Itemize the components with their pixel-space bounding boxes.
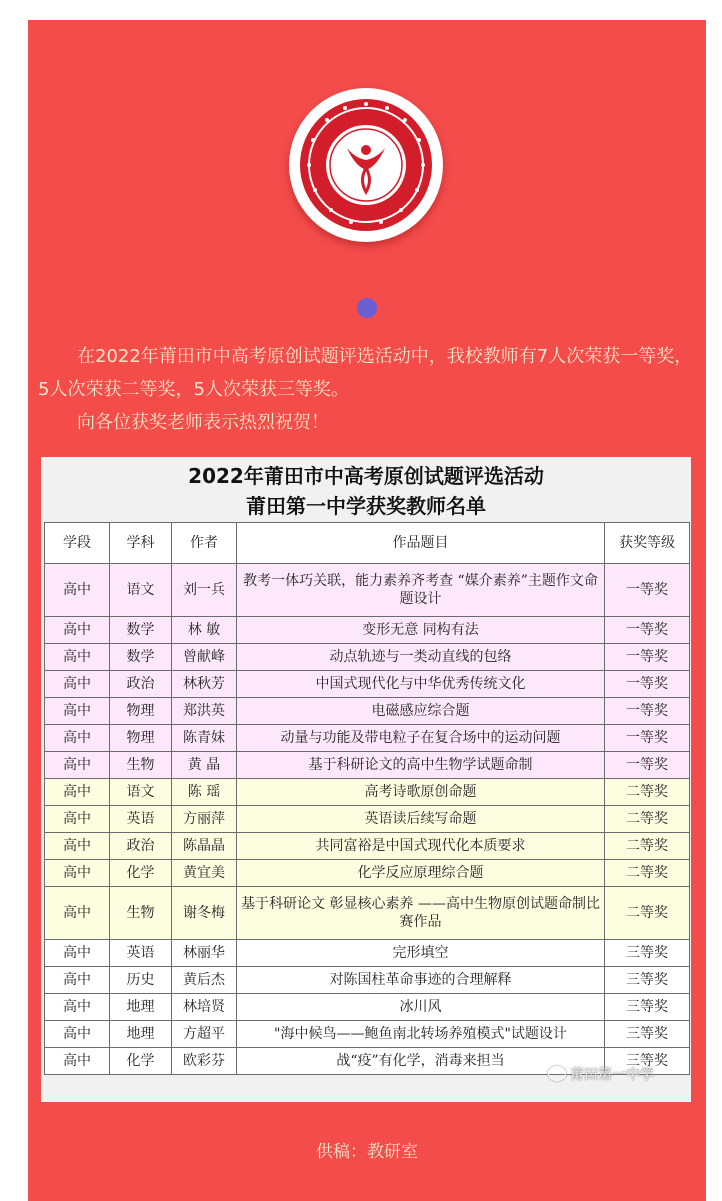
cell-author: 谢冬梅: [172, 887, 237, 940]
cell-subject: 数学: [110, 644, 172, 671]
award-table-body: [45, 564, 690, 1075]
cell-stage: 高中: [45, 564, 110, 617]
cell-author: 林丽华: [172, 940, 237, 967]
cell-award: 二等奖: [605, 779, 690, 806]
cell-stage: 高中: [45, 725, 110, 752]
cell-stage: 高中: [45, 994, 110, 1021]
cell-subject: 数学: [110, 617, 172, 644]
header-stage: 学段: [45, 523, 110, 564]
table-row: [45, 940, 690, 967]
cell-work: 动量与功能及带电粒子在复合场中的运动问题: [237, 725, 605, 752]
cell-author: 黄 晶: [172, 752, 237, 779]
cell-stage: 高中: [45, 940, 110, 967]
cell-work: 完形填空: [237, 940, 605, 967]
cell-award: 一等奖: [605, 725, 690, 752]
cell-stage: 高中: [45, 1021, 110, 1048]
cell-work: 英语读后续写命题: [237, 806, 605, 833]
cell-stage: 高中: [45, 887, 110, 940]
cell-stage: 高中: [45, 644, 110, 671]
cell-subject: 地理: [110, 1021, 172, 1048]
cell-author: 方丽萍: [172, 806, 237, 833]
cell-stage: 高中: [45, 698, 110, 725]
cell-work: 动点轨迹与一类动直线的包络: [237, 644, 605, 671]
table-row: [45, 564, 690, 617]
sheet-title-line-2: 莆田第一中学获奖教师名单: [246, 494, 486, 518]
cell-award: 一等奖: [605, 564, 690, 617]
cell-subject: 政治: [110, 833, 172, 860]
cell-work: 基于科研论文的高中生物学试题命制: [237, 752, 605, 779]
header-work: 作品题目: [237, 523, 605, 564]
table-row: [45, 806, 690, 833]
cell-work: 冰川风: [237, 994, 605, 1021]
cell-subject: 英语: [110, 940, 172, 967]
cell-subject: 物理: [110, 725, 172, 752]
cell-work: 化学反应原理综合题: [237, 860, 605, 887]
cell-stage: 高中: [45, 860, 110, 887]
cell-author: 刘一兵: [172, 564, 237, 617]
seal-emblem-icon: [289, 88, 443, 242]
cell-subject: 生物: [110, 887, 172, 940]
intro-paragraph-2: 向各位获奖老师表示热烈祝贺！: [77, 412, 329, 433]
cell-work: 变形无意 同构有法: [237, 617, 605, 644]
cell-author: 郑洪英: [172, 698, 237, 725]
intro-paragraph-1: 在2022年莆田市中高考原创试题评选活动中，我校教师有7人次荣获一等奖，5人次荣获二等奖，5人次荣获三等奖。: [38, 346, 693, 400]
cell-award: 二等奖: [605, 887, 690, 940]
table-row: [45, 725, 690, 752]
table-row: [45, 698, 690, 725]
table-row: [45, 994, 690, 1021]
cell-award: 一等奖: [605, 698, 690, 725]
cell-subject: 化学: [110, 1048, 172, 1075]
award-sheet: [41, 457, 691, 1102]
divider-dot: [357, 298, 377, 318]
footer-credit: 供稿：教研室: [316, 1142, 418, 1162]
cell-award: 一等奖: [605, 644, 690, 671]
cell-work: 对陈国柱革命事迹的合理解释: [237, 967, 605, 994]
wechat-watermark: [548, 1064, 654, 1084]
sheet-title-line-1: 2022年莆田市中高考原创试题评选活动: [188, 464, 544, 488]
cell-subject: 化学: [110, 860, 172, 887]
header-award: 获奖等级: [605, 523, 690, 564]
table-row: [45, 644, 690, 671]
wechat-icon: [548, 1066, 566, 1081]
cell-award: 三等奖: [605, 967, 690, 994]
cell-subject: 语文: [110, 564, 172, 617]
cell-award: 一等奖: [605, 752, 690, 779]
table-row: [45, 779, 690, 806]
table-row: [45, 752, 690, 779]
table-row: [45, 671, 690, 698]
cell-award: 二等奖: [605, 833, 690, 860]
cell-author: 陈晶晶: [172, 833, 237, 860]
cell-stage: 高中: [45, 752, 110, 779]
header-subject: 学科: [110, 523, 172, 564]
table-row: [45, 860, 690, 887]
cell-award: 三等奖: [605, 1048, 690, 1075]
cell-subject: 物理: [110, 698, 172, 725]
table-row: [45, 617, 690, 644]
table-row: [45, 833, 690, 860]
cell-stage: 高中: [45, 806, 110, 833]
cell-subject: 语文: [110, 779, 172, 806]
cell-author: 林培贤: [172, 994, 237, 1021]
cell-work: 电磁感应综合题: [237, 698, 605, 725]
cell-award: 三等奖: [605, 1021, 690, 1048]
intro-text: [38, 340, 698, 439]
cell-stage: 高中: [45, 1048, 110, 1075]
cell-author: 林 敏: [172, 617, 237, 644]
table-row: [45, 887, 690, 940]
school-seal-logo: [289, 88, 443, 242]
cell-stage: 高中: [45, 967, 110, 994]
cell-subject: 英语: [110, 806, 172, 833]
header-author: 作者: [172, 523, 237, 564]
cell-award: 一等奖: [605, 617, 690, 644]
table-row: [45, 1021, 690, 1048]
cell-work: "海中候鸟——鲍鱼南北转场养殖模式"试题设计: [237, 1021, 605, 1048]
cell-award: 三等奖: [605, 940, 690, 967]
cell-work: 战“疫”有化学，消毒来担当: [237, 1048, 605, 1075]
cell-author: 黄宜美: [172, 860, 237, 887]
cell-stage: 高中: [45, 617, 110, 644]
cell-stage: 高中: [45, 779, 110, 806]
cell-work: 共同富裕是中国式现代化本质要求: [237, 833, 605, 860]
cell-author: 欧彩芬: [172, 1048, 237, 1075]
table-row: [45, 967, 690, 994]
watermark-text: 莆田第一中学: [570, 1067, 654, 1083]
cell-work: 高考诗歌原创命题: [237, 779, 605, 806]
cell-author: 陈青妹: [172, 725, 237, 752]
cell-work: 教考一体巧关联，能力素养齐考查 “媒介素养”主题作文命题设计: [237, 564, 605, 617]
table-header-row: [45, 523, 690, 564]
sheet-title: [41, 461, 691, 521]
cell-award: 一等奖: [605, 671, 690, 698]
cell-work: 基于科研论文 彰显核心素养 ——高中生物原创试题命制比赛作品: [237, 887, 605, 940]
cell-work: 中国式现代化与中华优秀传统文化: [237, 671, 605, 698]
cell-award: 二等奖: [605, 860, 690, 887]
cell-author: 曾献峰: [172, 644, 237, 671]
cell-stage: 高中: [45, 671, 110, 698]
cell-author: 陈 瑶: [172, 779, 237, 806]
cell-subject: 历史: [110, 967, 172, 994]
cell-author: 林秋芳: [172, 671, 237, 698]
cell-author: 方超平: [172, 1021, 237, 1048]
cell-subject: 政治: [110, 671, 172, 698]
cell-award: 二等奖: [605, 806, 690, 833]
cell-award: 三等奖: [605, 994, 690, 1021]
cell-author: 黄后杰: [172, 967, 237, 994]
cell-stage: 高中: [45, 833, 110, 860]
cell-subject: 地理: [110, 994, 172, 1021]
award-table: [44, 522, 690, 1075]
cell-subject: 生物: [110, 752, 172, 779]
